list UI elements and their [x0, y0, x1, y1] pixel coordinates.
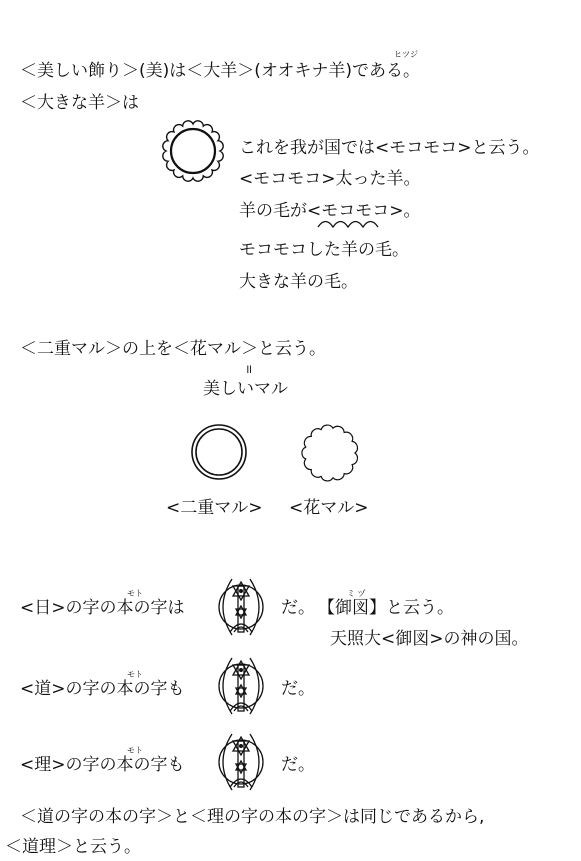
double-circle-icon	[190, 423, 248, 481]
ruby-moto-1: モト	[127, 589, 143, 598]
ruby-mizu: ミ ヅ	[347, 589, 366, 598]
definition-1: これを我が国では<モコモコ>と云う。	[239, 138, 540, 158]
flower-circle-caption: <花マル>	[289, 498, 369, 518]
row3-text: <理>の字の本の字も	[20, 755, 185, 775]
equals-mark: ॥	[245, 362, 253, 376]
ruby-moto-3: モト	[127, 746, 143, 755]
row3-da: だ。	[281, 755, 315, 775]
mizu-symbol-icon	[212, 576, 270, 638]
wavy-underline-mark	[318, 218, 378, 228]
conclusion-line-1: ＜道の字の本の字＞と＜理の字の本の字＞は同じであるから,	[20, 807, 485, 827]
flower-circle-icon	[298, 421, 362, 485]
ruby-moto-2: モト	[127, 670, 143, 679]
row1-note: 【御図】と云う。	[318, 598, 454, 618]
double-circle-caption: <二重マル>	[166, 498, 263, 518]
scalloped-circle-icon	[160, 118, 226, 184]
row1-text: <日>の字の本の字は	[20, 598, 185, 618]
conclusion-line-2: ＜道理＞と云う。	[5, 837, 141, 857]
definition-3: 羊の毛が<モコモコ>。	[239, 201, 421, 221]
row1-note2: 天照大<御図>の神の国。	[330, 629, 529, 649]
row2-da: だ。	[281, 679, 315, 699]
definition-5: 大きな羊の毛。	[239, 272, 358, 292]
definition-4: モコモコした羊の毛。	[239, 240, 409, 260]
mizu-symbol-icon	[212, 731, 270, 793]
beautiful-circle-label: 美しいマル	[203, 379, 288, 399]
mizu-symbol-icon	[212, 655, 270, 717]
row1-da: だ。	[281, 598, 315, 618]
double-circle-line: ＜二重マル＞の上を＜花マル＞と云う。	[20, 339, 326, 359]
ruby-hitsuji: ヒツジ	[394, 50, 418, 59]
intro-line: ＜美しい飾り＞(美)は＜大羊＞(オオキナ羊)である。	[20, 61, 421, 81]
big-sheep-line: ＜大きな羊＞は	[20, 93, 139, 113]
row2-text: <道>の字の本の字も	[20, 679, 185, 699]
definition-2: <モコモコ>太った羊。	[239, 169, 421, 189]
